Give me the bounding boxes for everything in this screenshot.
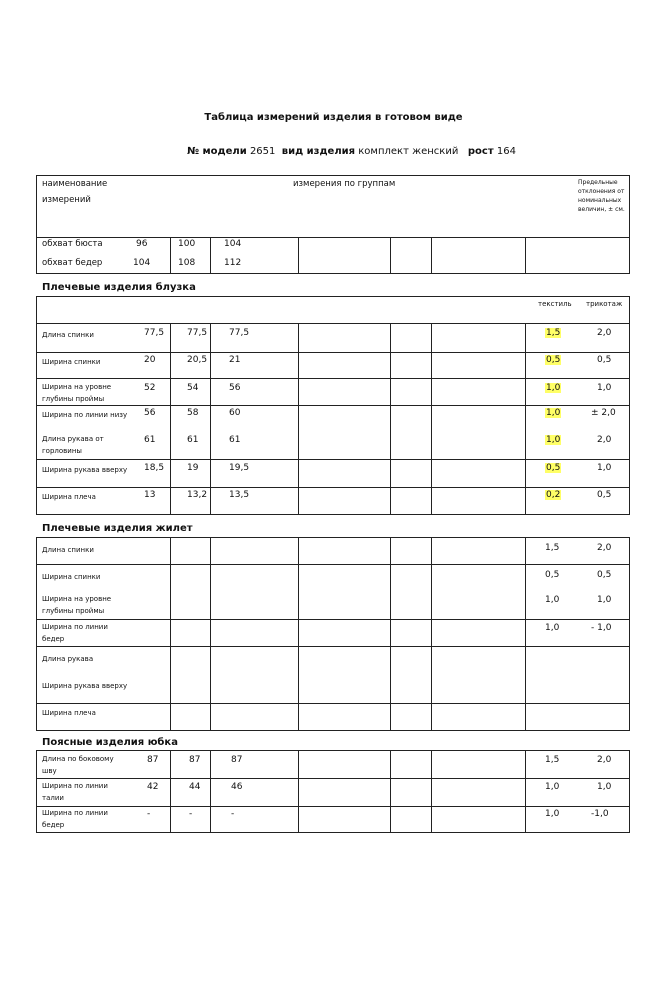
rule (36, 487, 630, 488)
row-name-line2: глубины проймы (42, 607, 105, 615)
row-value: 58 (187, 408, 199, 418)
rule (431, 537, 432, 731)
tolerance-knit: 1,0 (597, 595, 612, 605)
rule (36, 537, 630, 538)
header-name (42, 178, 107, 207)
row-value: 77,5 (144, 328, 165, 338)
row-value: 52 (144, 383, 156, 393)
rule (170, 323, 171, 514)
base-row-hips (42, 257, 102, 270)
row-name-line2: бедер (42, 635, 65, 643)
rule (36, 352, 630, 353)
base-row-name: обхват бюста (42, 239, 103, 249)
tolerance-textile: 0,5 (546, 463, 561, 473)
tolerance-textile: 1,0 (545, 809, 560, 819)
rule (390, 537, 391, 731)
row-value: 60 (229, 408, 241, 418)
model-label: № модели (187, 146, 247, 157)
rule (525, 323, 526, 514)
rule (298, 323, 299, 514)
height-label: рост (467, 146, 494, 157)
tolerance-knit: 0,5 (597, 490, 612, 500)
base-row-value: 108 (178, 258, 196, 268)
tolerance-knit: 1,0 (597, 782, 612, 792)
rule (210, 323, 211, 514)
rule (36, 296, 630, 297)
row-value: 77,5 (187, 328, 208, 338)
col-textile: текстиль (538, 300, 572, 308)
rule (210, 537, 211, 731)
type-value: комплект женский (358, 146, 459, 157)
base-row-bust (42, 238, 103, 251)
rule (36, 750, 37, 833)
rule (525, 237, 526, 274)
base-row-value: 100 (178, 239, 196, 249)
row-name-line2: бедер (42, 821, 65, 829)
rule (36, 778, 630, 779)
row-name-line1: Ширина на уровне (42, 383, 112, 391)
row-name-line2: горловины (42, 447, 82, 455)
row-value: 21 (229, 355, 241, 365)
rule (431, 323, 432, 514)
row-value: 19 (187, 463, 199, 473)
tol-line1: Предельные (578, 179, 618, 186)
page-title: Таблица измерений изделия в готовом виде (204, 112, 463, 123)
row-name-line1: Длина спинки (42, 331, 94, 339)
rule (390, 237, 391, 274)
base-row-value: 96 (136, 239, 148, 249)
row-value: 19,5 (229, 463, 250, 473)
row-value: 44 (189, 782, 201, 792)
rule (36, 750, 630, 751)
type-label: вид изделия (281, 146, 356, 157)
rule (431, 750, 432, 833)
row-value: 20,5 (187, 355, 208, 365)
row-value: 87 (189, 755, 201, 765)
row-name-line1: Длина спинки (42, 546, 94, 554)
tol-line2: отклонения от (578, 188, 625, 195)
tolerance-textile: 1,0 (546, 383, 561, 393)
tolerance-knit: ± 2,0 (591, 408, 616, 418)
rule (629, 750, 630, 833)
tolerance-textile: 1,0 (546, 435, 561, 445)
rule (36, 730, 630, 731)
rule (36, 237, 630, 238)
row-value: 20 (144, 355, 156, 365)
row-name-line1: Ширина по линии (42, 623, 108, 631)
row-name-line1: Ширина спинки (42, 573, 101, 581)
rule (36, 806, 630, 807)
tolerance-textile: 0,5 (546, 355, 561, 365)
row-name-line1: Длина рукава (42, 655, 94, 663)
tolerance-textile: 1,5 (545, 755, 560, 765)
rule (431, 237, 432, 274)
rule (170, 237, 171, 274)
rule (629, 175, 630, 274)
row-name-line2: талии (42, 794, 64, 802)
rule (36, 405, 630, 406)
row-name-line1: Ширина плеча (42, 493, 96, 501)
row-value: 13,2 (187, 490, 208, 500)
header-name-line2: измерений (42, 195, 91, 205)
row-name-line1: Длина рукава от (42, 435, 104, 443)
row-value: 42 (147, 782, 159, 792)
row-value: 54 (187, 383, 199, 393)
rule (36, 514, 630, 515)
row-value: 13,5 (229, 490, 250, 500)
row-value: 87 (231, 755, 243, 765)
tolerance-knit: 0,5 (597, 570, 612, 580)
rule (525, 750, 526, 833)
row-value: 61 (144, 435, 156, 445)
tolerance-knit: 2,0 (597, 328, 612, 338)
row-name-line1: Ширина рукава вверху (42, 682, 128, 690)
base-row-name: обхват бедер (42, 258, 103, 268)
row-value: 56 (144, 408, 156, 418)
header-groups: измерения по группам (293, 179, 396, 189)
rule (36, 619, 630, 620)
rule (525, 537, 526, 731)
rule (170, 750, 171, 833)
rule (298, 750, 299, 833)
rule (36, 564, 630, 565)
tolerance-textile: 1,0 (546, 408, 561, 418)
row-name-line2: шву (42, 767, 57, 775)
rule (210, 237, 211, 274)
row-value: - (147, 809, 151, 819)
row-name-line1: Ширина на уровне (42, 595, 112, 603)
height-value: 164 (496, 146, 516, 157)
row-name-line1: Ширина спинки (42, 358, 101, 366)
base-row-value: 104 (133, 258, 151, 268)
rule (390, 323, 391, 514)
tolerance-knit: 1,0 (597, 383, 612, 393)
section-title-vest: Плечевые изделия жилет (42, 523, 193, 534)
row-value: 77,5 (229, 328, 250, 338)
row-value: 61 (187, 435, 199, 445)
rule (298, 237, 299, 274)
rule (36, 832, 630, 833)
base-row-value: 104 (224, 239, 242, 249)
row-name-line1: Ширина по линии низу (42, 411, 128, 419)
row-value: - (189, 809, 193, 819)
row-value: 61 (229, 435, 241, 445)
tolerance-textile: 1,0 (545, 623, 560, 633)
rule (36, 378, 630, 379)
model-line (187, 146, 516, 157)
row-name-line1: Длина по боковому (42, 755, 114, 763)
rule (36, 703, 630, 704)
tol-line3: номинальных (578, 197, 622, 204)
tolerance-textile: 0,2 (546, 490, 561, 500)
tolerance-knit: 1,0 (597, 463, 612, 473)
rule (36, 175, 37, 274)
row-name-line2: глубины проймы (42, 395, 105, 403)
header-tolerance (578, 178, 625, 214)
tol-line4: величин, ± см. (578, 206, 625, 213)
tolerance-textile: 1,5 (546, 328, 561, 338)
tolerance-knit: - 1,0 (591, 623, 612, 633)
row-value: 87 (147, 755, 159, 765)
rule (210, 750, 211, 833)
tolerance-knit: 2,0 (597, 755, 612, 765)
row-name-line1: Ширина по линии (42, 809, 108, 817)
base-row-value: 112 (224, 258, 242, 268)
tolerance-knit: -1,0 (591, 809, 609, 819)
row-name-line1: Ширина плеча (42, 709, 96, 717)
rule (390, 750, 391, 833)
row-name-line1: Ширина по линии (42, 782, 108, 790)
header-name-line1: наименование (42, 179, 108, 189)
tolerance-textile: 1,0 (545, 782, 560, 792)
rule (36, 459, 630, 460)
row-value: - (231, 809, 235, 819)
rule (36, 175, 630, 176)
row-value: 46 (231, 782, 243, 792)
model-value: 2651 (249, 146, 276, 157)
rule (629, 537, 630, 731)
tolerance-textile: 1,0 (545, 595, 560, 605)
rule (36, 323, 630, 324)
row-value: 13 (144, 490, 156, 500)
tolerance-textile: 1,5 (545, 543, 560, 553)
section-title-skirt: Поясные изделия юбка (42, 737, 178, 748)
row-name-line1: Ширина рукава вверху (42, 466, 128, 474)
rule (36, 273, 630, 274)
tolerance-textile: 0,5 (545, 570, 560, 580)
col-knit: трикотаж (586, 300, 623, 308)
section-title-blouse: Плечевые изделия блузка (42, 282, 196, 293)
tolerance-knit: 2,0 (597, 543, 612, 553)
rule (36, 537, 37, 731)
row-value: 56 (229, 383, 241, 393)
tolerance-knit: 0,5 (597, 355, 612, 365)
rule (36, 646, 630, 647)
rule (170, 537, 171, 731)
rule (298, 537, 299, 731)
row-value: 18,5 (144, 463, 165, 473)
tolerance-knit: 2,0 (597, 435, 612, 445)
